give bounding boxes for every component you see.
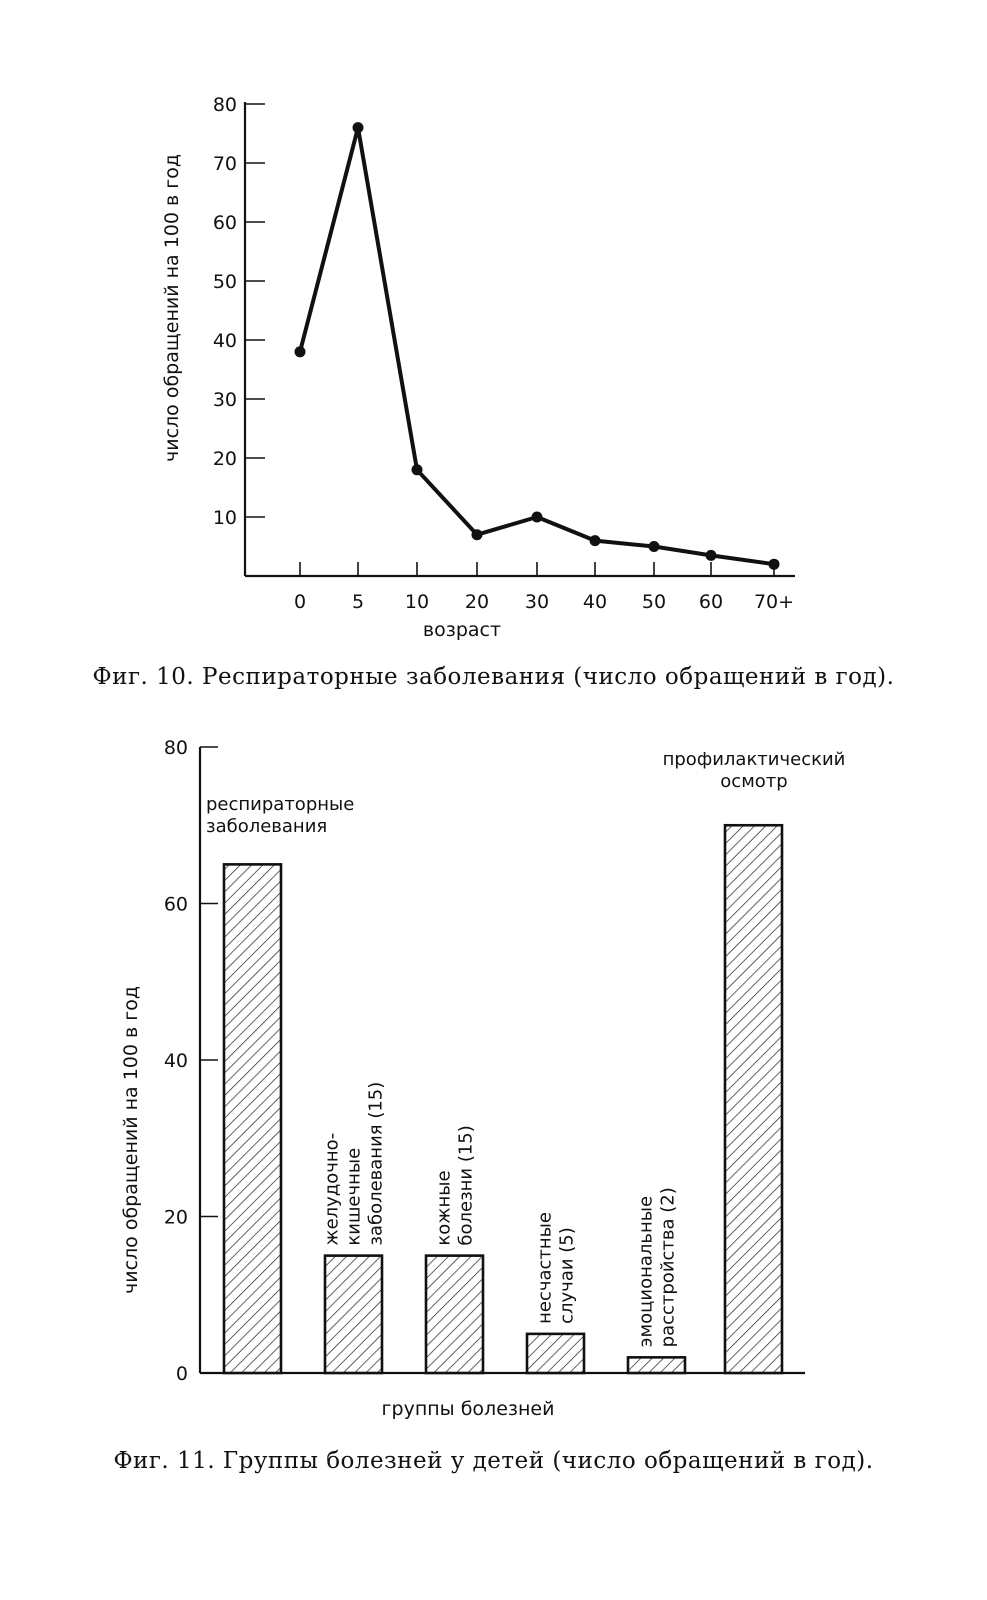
y-tick-label: 70: [212, 153, 237, 175]
bar-label: заболевания: [206, 816, 328, 837]
bar-label: несчастные: [534, 1212, 556, 1324]
data-point: [649, 541, 660, 552]
y-tick-label: 60: [212, 212, 237, 234]
figure-11: [0, 720, 987, 1600]
y-tick-label: 10: [212, 507, 237, 529]
bar-label: эмоциональные: [635, 1195, 657, 1348]
y-tick-label: 0: [175, 1363, 188, 1385]
bar-label: осмотр: [720, 771, 788, 792]
bar-label: кожные: [433, 1170, 455, 1246]
x-tick-label: 40: [582, 591, 608, 613]
x-tick-label: 20: [464, 591, 490, 613]
x-axis-title: группы болезней: [381, 1398, 555, 1420]
figure-10: [0, 0, 987, 720]
y-axis-title: число обращений на 100 в год: [161, 153, 183, 463]
data-point: [590, 535, 601, 546]
bar: [725, 825, 782, 1373]
bar-label: заболевания (15): [365, 1081, 387, 1246]
bar: [628, 1357, 685, 1373]
x-tick-label: 50: [641, 591, 667, 613]
bar-label: расстройства (2): [657, 1187, 679, 1348]
bar: [527, 1334, 584, 1373]
bar: [325, 1256, 382, 1373]
x-tick-label: 10: [404, 591, 430, 613]
data-point: [412, 464, 423, 475]
figure-11-caption: Фиг. 11. Группы болезней у детей (число обращений в год).: [113, 1448, 874, 1474]
bar-chart: [0, 720, 987, 1440]
line-chart: [0, 0, 987, 660]
x-tick-label: 30: [524, 591, 550, 613]
y-tick-label: 20: [163, 1206, 188, 1229]
x-tick-label: 60: [698, 591, 724, 613]
bar-label: респираторные: [206, 794, 355, 815]
x-tick-label: 70+: [753, 591, 795, 613]
y-tick-label: 80: [212, 94, 237, 116]
figure-10-caption: Фиг. 10. Респираторные заболевания (число обращений в год).: [92, 664, 895, 690]
y-axis-title: число обращений на 100 в год: [120, 985, 142, 1295]
bar-label: кишечные: [343, 1147, 365, 1246]
x-tick-label: 5: [351, 591, 365, 613]
series-line: [300, 128, 774, 565]
y-tick-label: 40: [212, 330, 237, 352]
y-tick-label: 40: [163, 1050, 188, 1072]
data-point: [353, 122, 364, 133]
bar-label: болезни (15): [455, 1125, 477, 1246]
data-point: [706, 550, 717, 561]
bar-label: желудочно-: [321, 1132, 343, 1246]
bar-label: случаи (5): [556, 1227, 578, 1324]
data-point: [295, 346, 306, 357]
x-tick-label: 0: [293, 591, 307, 613]
data-point: [769, 559, 780, 570]
bar: [224, 864, 281, 1373]
y-tick-label: 60: [163, 893, 188, 916]
y-tick-label: 80: [163, 737, 188, 759]
bar: [426, 1256, 483, 1373]
data-point: [472, 529, 483, 540]
y-tick-label: 30: [212, 389, 237, 411]
data-point: [532, 512, 543, 523]
bar-label: профилактический: [662, 749, 846, 770]
y-tick-label: 50: [212, 271, 237, 293]
x-axis-title: возраст: [422, 619, 502, 641]
y-tick-label: 20: [212, 448, 237, 470]
